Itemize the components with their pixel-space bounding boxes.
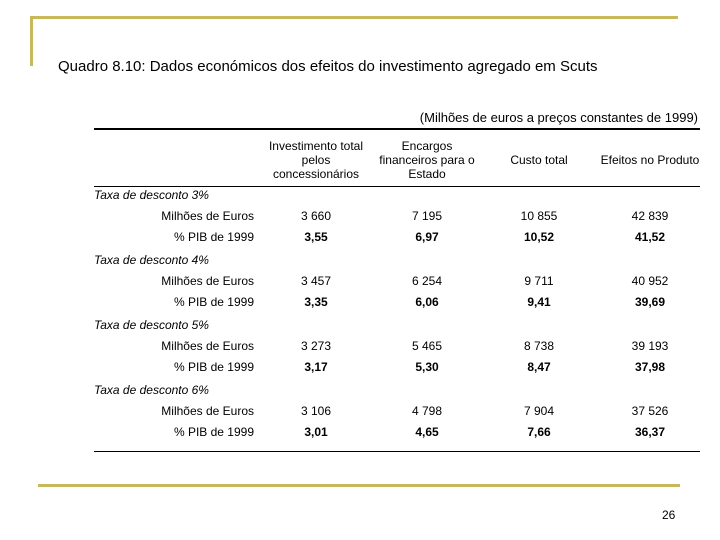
table-cell: 9 711: [524, 274, 554, 288]
table-cell: 5,30: [415, 360, 439, 374]
table-cell: 9,41: [527, 295, 551, 309]
table-cell: 7 195: [411, 209, 443, 223]
table-cell: 37,98: [634, 360, 666, 374]
header-custo-total: Custo total: [510, 153, 568, 167]
table-cell: 5 465: [411, 339, 443, 353]
table-cell: 3 660: [300, 209, 332, 223]
frame-left-border: [30, 16, 33, 66]
units-note: (Milhões de euros a preços constantes de 1999): [419, 110, 698, 125]
table-cell: 3 273: [300, 339, 332, 353]
row-label-pib: % PIB de 1999: [173, 360, 254, 374]
row-label-pib: % PIB de 1999: [173, 425, 254, 439]
row-label-milhoes: Milhões de Euros: [161, 274, 254, 288]
table-cell: 39 193: [631, 339, 669, 353]
table-cell: 41,52: [634, 230, 666, 244]
table-cell: 36,37: [634, 425, 666, 439]
header-encargos: Encargos financeiros para o Estado: [379, 139, 475, 181]
table-cell: 6,06: [415, 295, 439, 309]
table-cell: 3,35: [304, 295, 328, 309]
table-cell: 4,65: [415, 425, 439, 439]
table-cell: 10,52: [523, 230, 555, 244]
section-label: Taxa de desconto 6%: [94, 383, 209, 397]
row-label-milhoes: Milhões de Euros: [161, 404, 254, 418]
frame-bottom-border: [38, 484, 680, 487]
table-cell: 6 254: [411, 274, 443, 288]
table-cell: 8 738: [523, 339, 555, 353]
table-cell: 37 526: [631, 404, 669, 418]
table-cell: 3,17: [304, 360, 328, 374]
table-cell: 7 904: [523, 404, 555, 418]
table-cell: 39,69: [634, 295, 666, 309]
row-label-milhoes: Milhões de Euros: [161, 339, 254, 353]
section-label: Taxa de desconto 5%: [94, 318, 209, 332]
section-label: Taxa de desconto 3%: [94, 188, 209, 202]
frame-top-border: [30, 16, 678, 19]
header-investimento: Investimento total pelos concessionários: [268, 139, 364, 181]
table-cell: 40 952: [631, 274, 669, 288]
header-efeitos-produto: Efeitos no Produto: [600, 153, 700, 167]
page-number: 26: [662, 508, 676, 522]
table-cell: 3,55: [304, 230, 328, 244]
section-label: Taxa de desconto 4%: [94, 253, 209, 267]
table-cell: 8,47: [527, 360, 551, 374]
table-cell: 7,66: [527, 425, 551, 439]
table-cell: 4 798: [411, 404, 443, 418]
table-cell: 3 106: [300, 404, 332, 418]
row-label-pib: % PIB de 1999: [173, 230, 254, 244]
table-cell: 6,97: [415, 230, 439, 244]
table-cell: 3,01: [304, 425, 328, 439]
table-cell: 42 839: [631, 209, 669, 223]
row-label-pib: % PIB de 1999: [173, 295, 254, 309]
table-cell: 10 855: [520, 209, 558, 223]
table-cell: 3 457: [300, 274, 332, 288]
header-bottom-rule: [94, 186, 700, 187]
slide-title: Quadro 8.10: Dados económicos dos efeitos do investimento agregado em Scuts: [58, 58, 598, 75]
row-label-milhoes: Milhões de Euros: [161, 209, 254, 223]
table-bottom-rule: [94, 451, 700, 452]
table-top-rule: [94, 128, 700, 130]
